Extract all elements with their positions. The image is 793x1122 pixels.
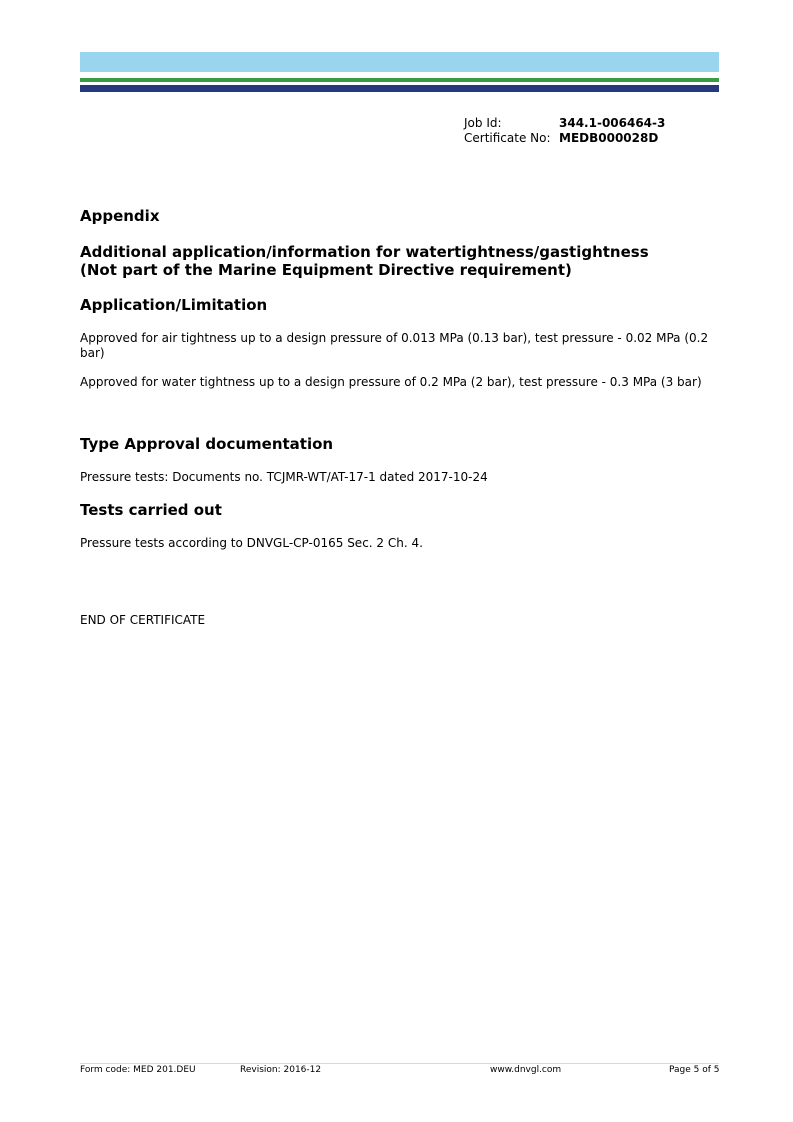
job-id-value: 344.1-006464-3: [559, 116, 666, 130]
application-para-water: Approved for water tightness up to a design pressure of 0.2 MPa (2 bar), test pressure - 0.3 MPa (3 bar): [80, 375, 702, 389]
type-approval-heading: Type Approval documentation: [80, 435, 334, 453]
footer-page-number: Page 5 of 5: [669, 1065, 720, 1075]
header-band-green: [80, 78, 719, 82]
appendix-title: Appendix: [80, 207, 160, 225]
footer-form-code: Form code: MED 201.DEU: [80, 1065, 196, 1075]
certificate-no-label: Certificate No:: [464, 131, 551, 145]
header-band-navy: [80, 85, 719, 92]
job-id-row: [464, 116, 665, 131]
end-of-certificate: END OF CERTIFICATE: [80, 613, 206, 627]
header-band-light-blue: [80, 52, 719, 72]
application-heading: Application/Limitation: [80, 296, 268, 314]
type-approval-text: Pressure tests: Documents no. TCJMR-WT/AT-17-1 dated 2017-10-24: [80, 470, 488, 484]
certificate-meta: [464, 116, 665, 146]
footer-website: www.dnvgl.com: [490, 1065, 562, 1075]
job-id-label: Job Id:: [464, 116, 502, 130]
tests-text: Pressure tests according to DNVGL-CP-0165 Sec. 2 Ch. 4.: [80, 536, 423, 550]
appendix-subtitle-line2: (Not part of the Marine Equipment Directive requirement): [80, 261, 572, 279]
footer-revision: Revision: 2016-12: [240, 1065, 322, 1075]
footer-divider: [80, 1063, 719, 1064]
appendix-subtitle-line1: Additional application/information for watertightness/gastightness: [80, 243, 649, 261]
certificate-no-row: [464, 131, 665, 146]
tests-heading: Tests carried out: [80, 501, 222, 519]
application-para-air: Approved for air tightness up to a design pressure of 0.013 MPa (0.13 bar), test pressure - 0.02 MPa (0.2 bar): [80, 331, 709, 360]
certificate-no-value: MEDB000028D: [559, 131, 659, 145]
